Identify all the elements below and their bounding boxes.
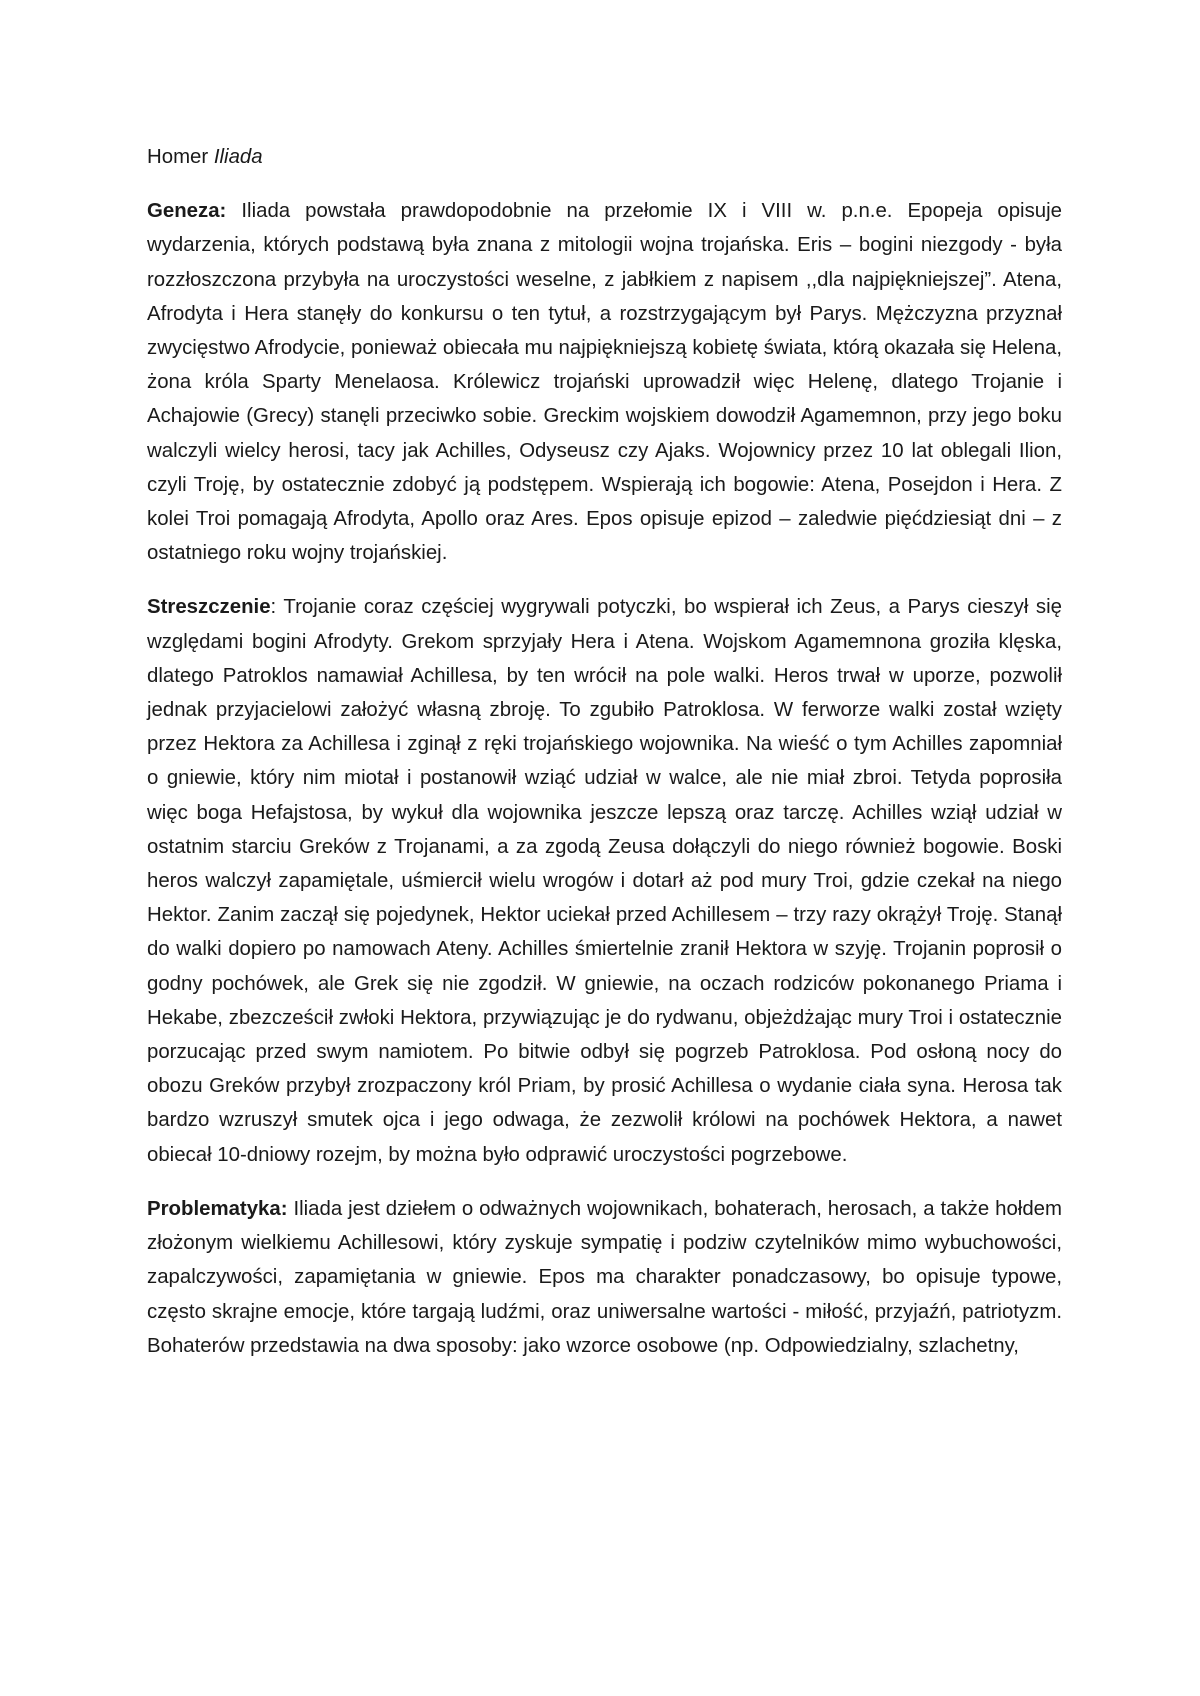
section-text: Iliada powstała prawdopodobnie na przełomie IX i VIII w. p.n.e. Epopeja opisuje wydarzenia, których podstawą była znana z mitologii wojna trojańska. Eris – bogini niezgody - była rozzłoszczona przybyła na uroczystości weselne, z jabłkiem z napisem ,,dla najpiękniejszej”. Atena, Afrodyta i Hera stanęły do konkursu o ten tytuł, a rozstrzygającym był Parys. Mężczyzna przyznał zwycięstwo Afrodycie, ponieważ obiecała mu najpiękniejszą kobietę świata, którą okazała się Helena, żona króla Sparty Menelaosa. Królewicz trojański uprowadził więc Helenę, dlatego Trojanie i Achajowie (Grecy) stanęli przeciwko sobie. Greckim wojskiem dowodził Agamemnon, przy jego boku walczyli wielcy herosi, tacy jak Achilles, Odyseusz czy Ajaks. Wojownicy przez 10 lat oblegali Ilion, czyli Troję, by ostatecznie zdobyć ją podstępem. Wspierają ich bogowie: Atena, Posejdon i Hera. Z kolei Troi pomagają Afrodyta, Apollo oraz Ares. Epos opisuje epizod – zaledwie pięćdziesiąt dni – z ostatniego roku wojny trojańskiej.	[147, 200, 1062, 565]
document-page	[147, 140, 1062, 1383]
title-author: Homer	[147, 146, 209, 168]
title-work: Iliada	[213, 146, 263, 168]
section-problematyka	[147, 1192, 1062, 1363]
section-label: Geneza:	[147, 200, 227, 223]
section-streszczenie	[147, 590, 1062, 1171]
section-label: Problematyka:	[147, 1197, 288, 1220]
section-text: : Trojanie coraz częściej wygrywali potyczki, bo wspierał ich Zeus, a Parys cieszył się względami bogini Afrodyty. Grekom sprzyjały Hera i Atena. Wojskom Agamemnona groziła klęska, dlatego Patroklos namawiał Achillesa, by ten wrócił na pole walki. Heros trwał w uporze, pozwolił jednak przyjacielowi założyć własną zbroję. To zgubiło Patroklosa. W ferworze walki został wzięty przez Hektora za Achillesa i zginął z ręki trojańskiego wojownika. Na wieść o tym Achilles zapomniał o gniewie, który nim miotał i postanowił wziąć udział w walce, ale nie miał zbroi. Tetyda poprosiła więc boga Hefajstosa, by wykuł dla wojownika jeszcze lepszą oraz tarczę. Achilles wziął udział w ostatnim starciu Greków z Trojanami, a za zgodą Zeusa dołączyli do niego również bogowie. Boski heros walczył zapamiętale, uśmiercił wielu wrogów i dotarł aż pod mury Troi, gdzie czekał na niego Hektor. Zanim zaczął się pojedynek, Hektor uciekał przed Achillesem – trzy razy okrążył Troję. Stanął do walki dopiero po namowach Ateny. Achilles śmiertelnie zranił Hektora w szyję. Trojanin poprosił o godny pochówek, ale Grek się nie zgodził. W gniewie, na oczach rodziców pokonanego Priama i Hekabe, zbezcześcił zwłoki Hektora, przywiązując je do rydwanu, objeżdżając mury Troi i ostatecznie porzucając przed swym namiotem. Po bitwie odbył się pogrzeb Patroklosa. Pod osłoną nocy do obozu Greków przybył zrozpaczony król Priam, by prosić Achillesa o wydanie ciała syna. Herosa tak bardzo wzruszył smutek ojca i jego odwaga, że zezwolił królowi na pochówek Hektora, a nawet obiecał 10-dniowy rozejm, by można było odprawić uroczystości pogrzebowe.	[147, 596, 1062, 1166]
section-geneza	[147, 194, 1062, 570]
document-title	[147, 140, 1062, 174]
section-text: Iliada jest dziełem o odważnych wojownikach, bohaterach, herosach, a także hołdem złożonym wielkiemu Achillesowi, który zyskuje sympatię i podziw czytelników mimo wybuchowości, zapalczywości, zapamiętania w gniewie. Epos ma charakter ponadczasowy, bo opisuje typowe, często skrajne emocje, które targają ludźmi, oraz uniwersalne wartości - miłość, przyjaźń, patriotyzm. Bohaterów przedstawia na dwa sposoby: jako wzorce osobowe (np. Odpowiedzialny, szlachetny,	[147, 1197, 1062, 1357]
section-label: Streszczenie	[147, 596, 271, 619]
